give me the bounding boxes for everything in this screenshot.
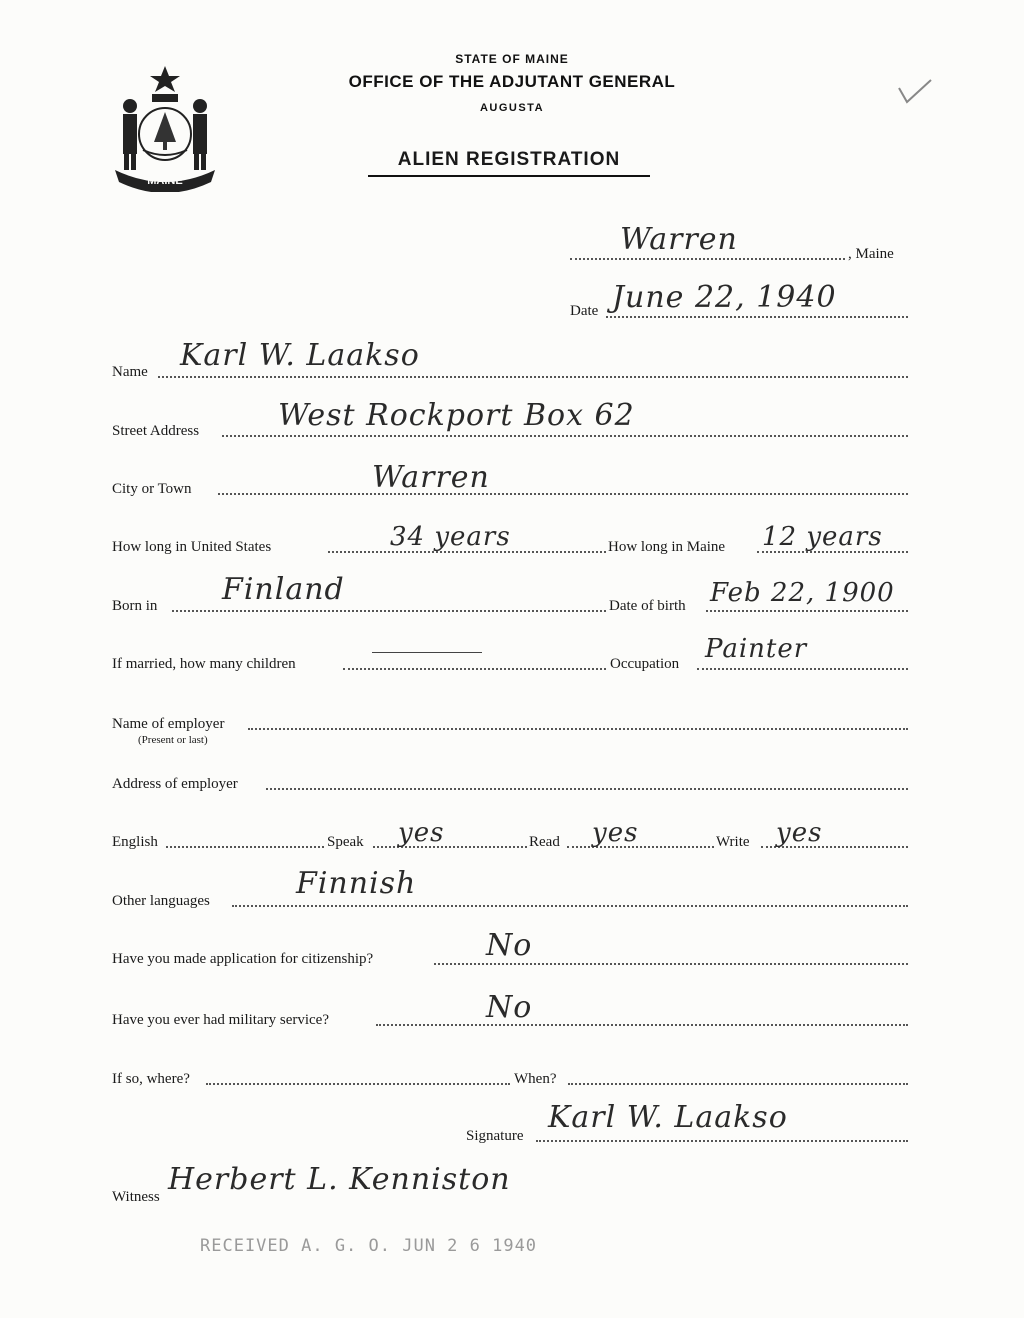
employer-label: Name of employer bbox=[112, 716, 225, 732]
received-stamp: RECEIVED A. G. O. JUN 2 6 1940 bbox=[200, 1236, 538, 1256]
city-line bbox=[218, 493, 908, 495]
read-line bbox=[567, 846, 714, 848]
citizenship-label: Have you made application for citizenship? bbox=[112, 951, 374, 967]
born-value: Finland bbox=[222, 572, 345, 607]
when-line bbox=[568, 1083, 908, 1085]
town-value: Warren bbox=[620, 222, 738, 257]
citizenship-value: No bbox=[486, 928, 533, 963]
us-label: How long in United States bbox=[112, 539, 272, 555]
other-lang-label: Other languages bbox=[112, 893, 210, 909]
english-line bbox=[166, 846, 324, 848]
where-label: If so, where? bbox=[112, 1071, 190, 1087]
children-label: If married, how many children bbox=[112, 656, 296, 672]
street-label: Street Address bbox=[112, 423, 200, 439]
signature-line bbox=[536, 1140, 908, 1142]
check-mark-icon bbox=[895, 78, 935, 106]
date-label: Date bbox=[570, 303, 599, 319]
speak-line bbox=[373, 846, 527, 848]
us-value: 34 years bbox=[390, 522, 511, 552]
witness-label: Witness bbox=[112, 1189, 160, 1205]
date-line bbox=[606, 316, 908, 318]
street-value: West Rockport Box 62 bbox=[278, 398, 635, 433]
employer-address-line bbox=[266, 788, 908, 790]
signature-value: Karl W. Laakso bbox=[548, 1100, 788, 1135]
maine-long-value: 12 years bbox=[762, 522, 883, 552]
employer-sublabel: (Present or last) bbox=[138, 734, 208, 746]
city-label: City or Town bbox=[112, 481, 192, 497]
born-line bbox=[172, 610, 606, 612]
employer-address-label: Address of employer bbox=[112, 776, 238, 792]
occupation-line bbox=[697, 668, 908, 670]
date-value: June 22, 1940 bbox=[612, 280, 837, 315]
military-label: Have you ever had military service? bbox=[112, 1012, 329, 1028]
military-line bbox=[376, 1024, 908, 1026]
employer-line bbox=[248, 728, 908, 730]
military-value: No bbox=[486, 990, 533, 1025]
signature-label: Signature bbox=[466, 1128, 524, 1144]
write-value: yes bbox=[776, 818, 823, 848]
children-line bbox=[343, 668, 606, 670]
other-lang-line bbox=[232, 905, 908, 907]
header-office: OFFICE OF THE ADJUTANT GENERAL bbox=[348, 72, 676, 91]
maine-long-label: How long in Maine bbox=[608, 539, 726, 555]
citizenship-line bbox=[434, 963, 908, 965]
town-line bbox=[570, 258, 845, 260]
where-line bbox=[206, 1083, 510, 1085]
children-dash bbox=[372, 652, 482, 653]
born-label: Born in bbox=[112, 598, 158, 614]
witness-value: Herbert L. Kenniston bbox=[168, 1162, 511, 1197]
read-label: Read bbox=[529, 834, 560, 850]
occupation-label: Occupation bbox=[610, 656, 680, 672]
speak-label: Speak bbox=[327, 834, 364, 850]
name-value: Karl W. Laakso bbox=[180, 338, 420, 373]
write-label: Write bbox=[716, 834, 750, 850]
dob-line bbox=[706, 610, 908, 612]
header-city: AUGUSTA bbox=[479, 102, 545, 114]
maine-label: , Maine bbox=[848, 246, 894, 262]
name-line bbox=[158, 376, 908, 378]
english-label: English bbox=[112, 834, 158, 850]
street-line bbox=[222, 435, 908, 437]
read-value: yes bbox=[592, 818, 639, 848]
dob-label: Date of birth bbox=[609, 598, 686, 614]
other-lang-value: Finnish bbox=[296, 866, 417, 901]
dob-value: Feb 22, 1900 bbox=[710, 578, 895, 608]
seal-text: MAINE bbox=[147, 175, 183, 187]
speak-value: yes bbox=[398, 818, 445, 848]
when-label: When? bbox=[514, 1071, 557, 1087]
header-state: STATE OF MAINE bbox=[455, 52, 569, 66]
occupation-value: Painter bbox=[705, 634, 808, 664]
form-title: ALIEN REGISTRATION bbox=[368, 149, 650, 177]
maine-seal-icon bbox=[110, 62, 220, 192]
name-label: Name bbox=[112, 364, 148, 380]
city-value: Warren bbox=[372, 460, 490, 495]
